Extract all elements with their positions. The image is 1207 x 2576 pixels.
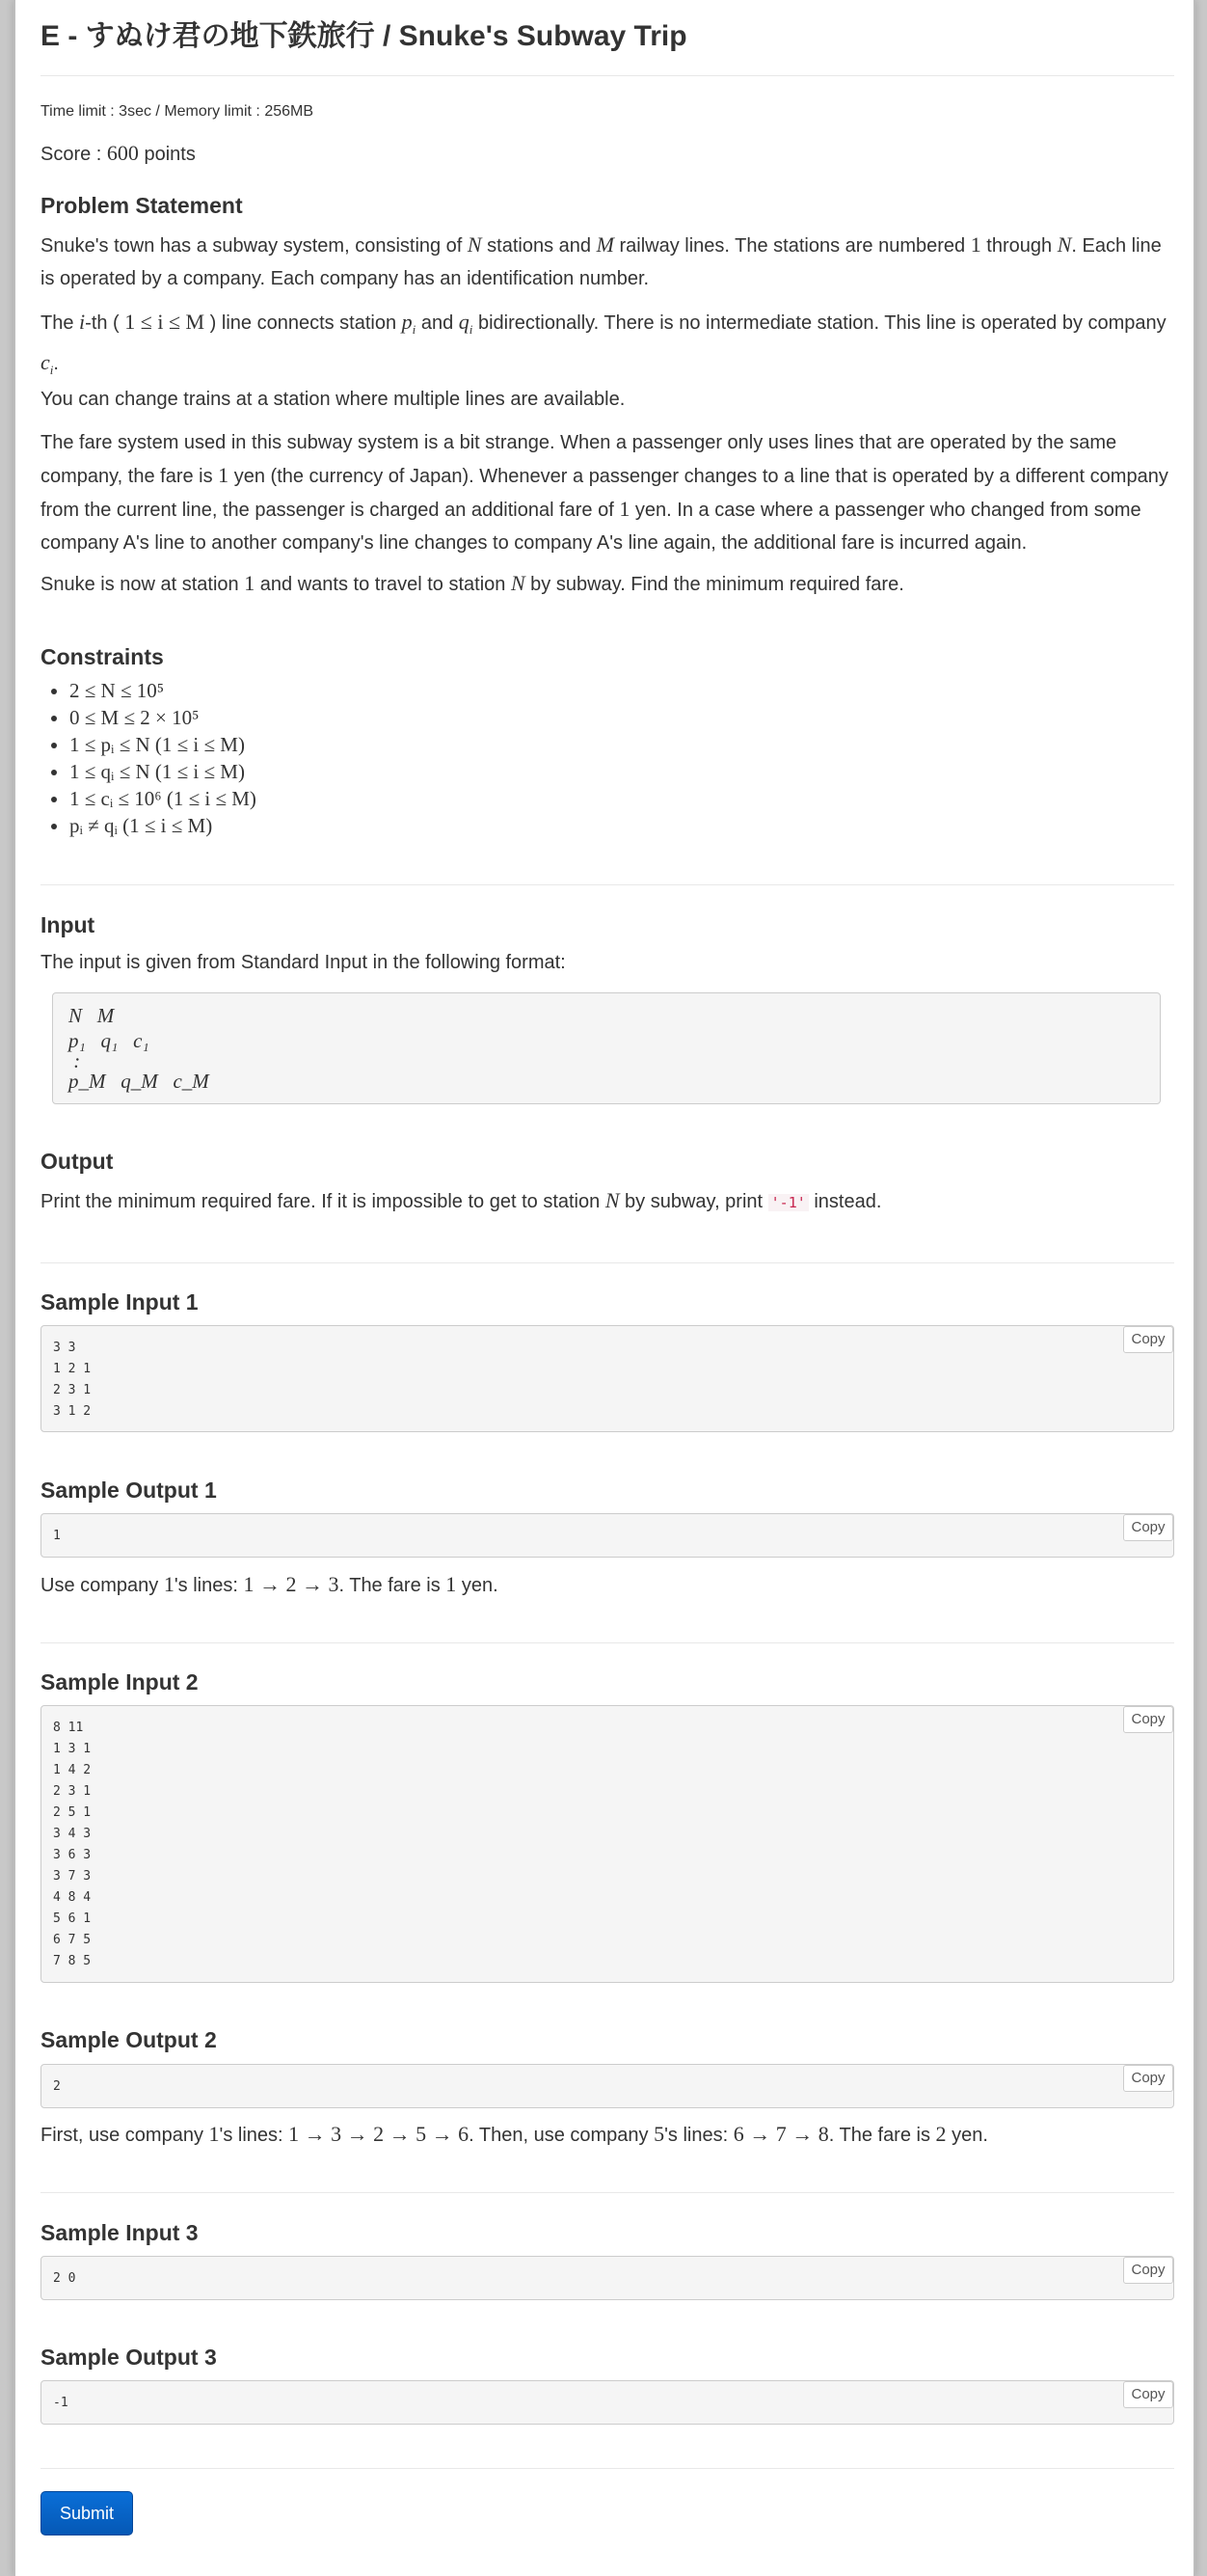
divider	[40, 1262, 1174, 1263]
task-title: E - すぬけ君の地下鉄旅行 / Snuke's Subway Trip	[40, 20, 687, 52]
problem-statement-heading: Problem Statement	[40, 193, 243, 218]
statement-paragraph-2: The i-th ( 1 ≤ i ≤ M ) line connects station $p_i$ and $q_i$ bidirectionally. There is no intermediate station. This line is operated by company $c_i$.	[40, 310, 1167, 377]
sample-input-3[interactable]: 2 0 Copy	[40, 2256, 1174, 2300]
divider	[40, 2468, 1174, 2469]
sample-output-3[interactable]: -1 Copy	[40, 2380, 1174, 2425]
copy-button[interactable]: Copy	[1123, 2257, 1173, 2284]
format-line: p_M q_M c_M	[68, 1070, 209, 1093]
constraint-item: • 0 ≤ M ≤ 2 × 10⁵	[69, 704, 256, 731]
statement-paragraph-3: You can change trains at a station where multiple lines are available.	[40, 389, 626, 410]
constraint-item: • 1 ≤ cᵢ ≤ 10⁶ (1 ≤ i ≤ M)	[69, 785, 256, 812]
limits-text: Time limit : 3sec / Memory limit : 256MB	[40, 103, 314, 120]
copy-button[interactable]: Copy	[1123, 2381, 1173, 2408]
copy-button[interactable]: Copy	[1123, 2065, 1173, 2092]
constraint-item: • 1 ≤ qᵢ ≤ N (1 ≤ i ≤ M)	[69, 758, 256, 785]
copy-button[interactable]: Copy	[1123, 1706, 1173, 1733]
copy-button[interactable]: Copy	[1123, 1326, 1173, 1353]
copy-button[interactable]: Copy	[1123, 1514, 1173, 1541]
divider	[40, 884, 1174, 885]
sample-output-1-heading: Sample Output 1	[40, 1478, 217, 1503]
divider	[40, 1642, 1174, 1643]
sample-input-1-heading: Sample Input 1	[40, 1289, 199, 1315]
sample-input-1[interactable]: 3 3 1 2 1 2 3 1 3 1 2 Copy	[40, 1325, 1174, 1432]
divider	[40, 75, 1174, 76]
statement-paragraph-4: The fare system used in this subway system is a bit strange. When a passenger only uses lines that are operated by the same company, the fare is 1 yen (the currency of Japan). Whenever a passenger changes to a line that is operated by a different company from the current line, the passenger is charged an additional fare of 1 yen. In a case where a passenger who changed from some company A's line to another company's line changes to company A's line again, the additional fare is incurred again.	[40, 432, 1168, 554]
sample-output-2[interactable]: 2 Copy	[40, 2064, 1174, 2108]
constraint-item: • pᵢ ≠ qᵢ (1 ≤ i ≤ M)	[69, 812, 256, 839]
sample-2-explanation: First, use company 1's lines: 1 → 3 → 2 → 5 → 6. Then, use company 5's lines: 6 → 7 → 8. The fare is 2 yen.	[40, 2122, 988, 2146]
format-line: N M	[68, 1004, 115, 1027]
input-heading: Input	[40, 912, 95, 937]
sample-input-2[interactable]: 8 11 1 3 1 1 4 2 2 3 1 2 5 1 3 4 3 3 6 3 3 7 3 4 8 4 5 6 1 6 7 5 7 8 5 Copy	[40, 1705, 1174, 1983]
page	[13, 0, 1195, 2576]
submit-button[interactable]: Submit	[40, 2491, 133, 2535]
constraints-heading: Constraints	[40, 644, 164, 669]
divider	[40, 2192, 1174, 2193]
input-description: The input is given from Standard Input in the following format:	[40, 952, 566, 973]
format-line: :	[68, 1049, 81, 1072]
sample-1-explanation: Use company 1's lines: 1 → 2 → 3. The fare is 1 yen.	[40, 1572, 498, 1596]
constraint-item: • 1 ≤ pᵢ ≤ N (1 ≤ i ≤ M)	[69, 731, 256, 758]
output-description: Print the minimum required fare. If it is impossible to get to station N by subway, print '-1' instead.	[40, 1188, 882, 1212]
constraints-list	[40, 677, 256, 839]
output-heading: Output	[40, 1149, 114, 1174]
sample-output-3-heading: Sample Output 3	[40, 2345, 217, 2370]
statement-paragraph-5: Snuke is now at station 1 and wants to travel to station N by subway. Find the minimum required fare.	[40, 571, 904, 595]
sample-input-2-heading: Sample Input 2	[40, 1669, 199, 1695]
constraint-item: • 2 ≤ N ≤ 10⁵	[69, 677, 256, 704]
sample-output-1[interactable]: 1 Copy	[40, 1513, 1174, 1558]
score-text: Score : 600 points	[40, 141, 196, 165]
sample-input-3-heading: Sample Input 3	[40, 2220, 199, 2245]
format-line: p₁ q₁ c₁	[68, 1029, 149, 1052]
statement-paragraph-1: Snuke's town has a subway system, consisting of N stations and M railway lines. The stations are numbered 1 through N. Each line is operated by a company. Each company has an identification number.	[40, 232, 1162, 289]
output-code: '-1'	[768, 1194, 809, 1211]
sample-output-2-heading: Sample Output 2	[40, 2027, 217, 2052]
score-value: 600	[106, 141, 139, 165]
input-format-box	[52, 992, 1161, 1104]
